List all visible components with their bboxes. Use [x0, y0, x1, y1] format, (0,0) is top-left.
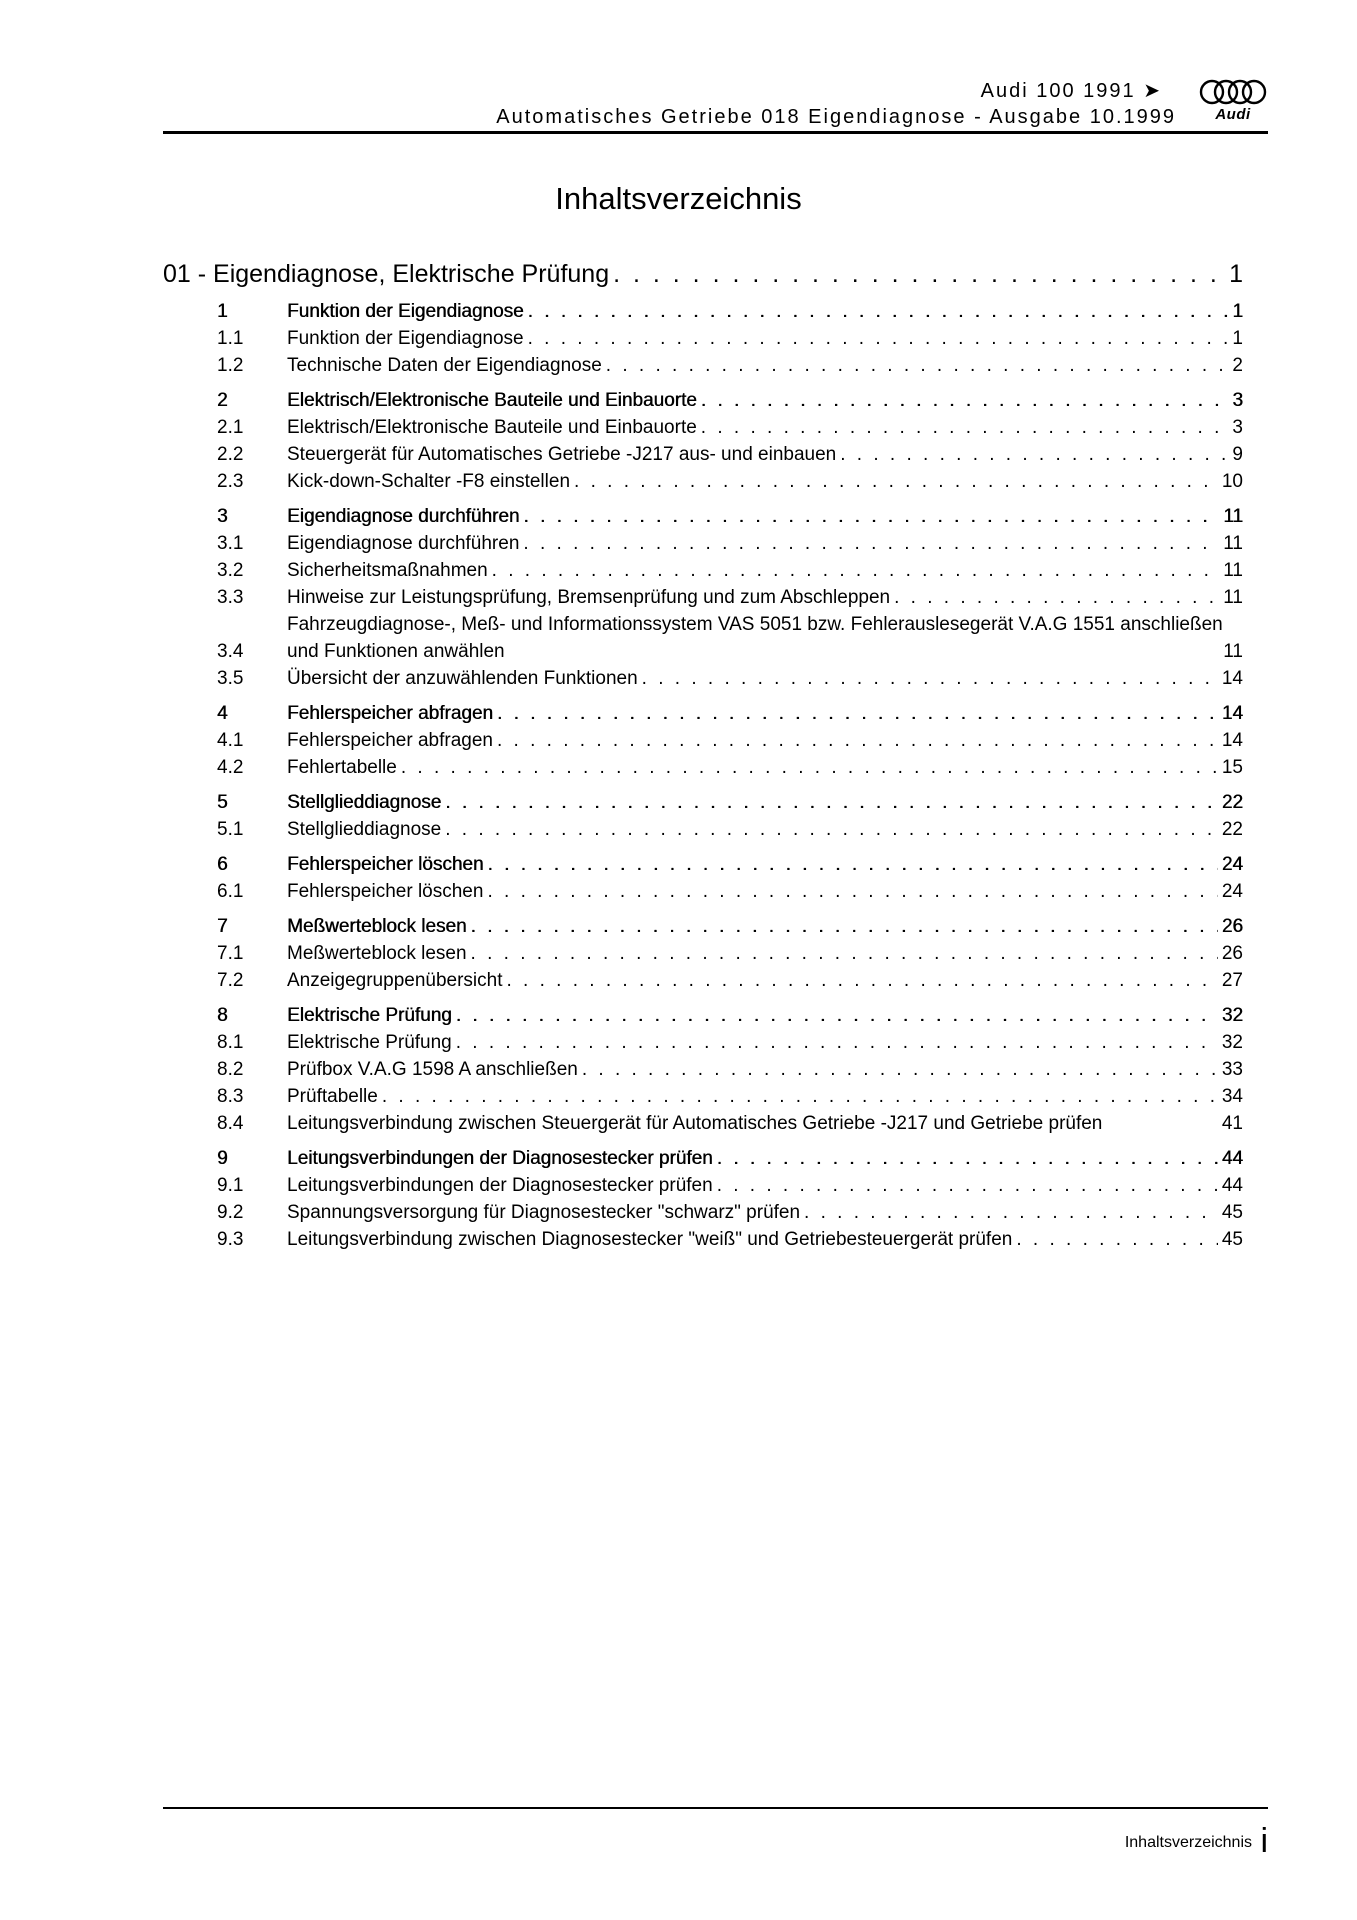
toc-leader [456, 1002, 1218, 1029]
toc-chapter[interactable] [163, 258, 1243, 290]
toc-leader [642, 665, 1218, 692]
toc-leader [487, 851, 1217, 878]
toc-entry-text: Leitungsverbindungen der Diagnosestecker prüfen [287, 1175, 713, 1196]
toc-entry-number: 8.4 [217, 1113, 244, 1134]
toc-leader [840, 441, 1228, 468]
toc-entry-text: Elektrische Prüfung [287, 1032, 452, 1053]
toc-leader [497, 727, 1218, 754]
toc-entry-number: 4 [217, 703, 228, 724]
toc-entry-text: Fehlerspeicher löschen [287, 854, 484, 875]
toc-leader [445, 816, 1218, 843]
toc-entry-number: 3.4 [217, 641, 244, 662]
toc-chapter-page: 1 [1229, 260, 1243, 288]
toc-entry-number: 2.1 [217, 417, 244, 438]
toc-entry-number: 8.2 [217, 1059, 244, 1080]
toc-leader [471, 940, 1218, 967]
toc-entry-page: 33 [1221, 1059, 1243, 1080]
header-rule [163, 131, 1268, 134]
toc-entry-text: Übersicht der anzuwählenden Funktionen [287, 668, 638, 689]
toc-entry[interactable] [163, 1002, 1243, 1029]
toc-entry[interactable] [163, 789, 1243, 816]
toc-leader [471, 913, 1218, 940]
toc-entry-page: 32 [1221, 1032, 1243, 1053]
toc-entry-text: Funktion der Eigendiagnose [287, 301, 524, 322]
toc-leader [582, 1056, 1218, 1083]
toc-entry-page: 44 [1221, 1175, 1243, 1196]
audi-logo [1198, 78, 1268, 130]
toc-entry-page: 1 [1232, 328, 1243, 349]
toc-entry-number: 6.1 [217, 881, 244, 902]
toc-entry-number: 3 [217, 506, 228, 527]
toc-leader [445, 789, 1218, 816]
toc-leader [528, 298, 1229, 325]
toc-entry-text: Eigendiagnose durchführen [287, 506, 520, 527]
toc-entry-number: 4.1 [217, 730, 244, 751]
toc-entry[interactable] [163, 665, 1243, 692]
toc-entry-number: 2 [217, 390, 228, 411]
toc-entry-text: Elektrische Prüfung [287, 1005, 452, 1026]
toc-entry-text: Meßwerteblock lesen [287, 943, 467, 964]
toc-leader [1016, 1226, 1218, 1253]
toc-entry-page: 34 [1221, 1086, 1243, 1107]
toc-leader [717, 1145, 1218, 1172]
toc-entry[interactable] [163, 1226, 1243, 1253]
toc-entry-page: 41 [1221, 1113, 1243, 1134]
toc-entry[interactable] [163, 878, 1243, 905]
toc-entry-text: Spannungsversorgung für Diagnosestecker "schwarz" prüfen [287, 1202, 801, 1223]
toc-entry[interactable] [163, 530, 1243, 557]
toc-leader [382, 1083, 1218, 1110]
toc-entry[interactable] [163, 298, 1243, 325]
toc-entry-page: 11 [1223, 641, 1243, 662]
footer-label: Inhaltsverzeichnis [1124, 1834, 1252, 1851]
toc-entry-number: 8.3 [217, 1086, 244, 1107]
toc-entry-text: Fahrzeugdiagnose-, Meß- und Informationssystem VAS 5051 bzw. Fehlerauslesegerät V.A.G 1551 anschließen und Funktionen anwählen [287, 614, 1223, 662]
toc-entry-number: 9 [217, 1148, 228, 1169]
toc-entry[interactable] [163, 913, 1243, 940]
toc-entry[interactable] [163, 584, 1243, 611]
toc-leader [456, 1029, 1218, 1056]
toc-entry[interactable] [163, 387, 1243, 414]
toc-leader [613, 258, 1225, 290]
toc-entry-number: 7.2 [217, 970, 244, 991]
toc-entry-number: 3.3 [217, 587, 244, 608]
toc-entry-page: 26 [1221, 916, 1243, 937]
toc-entry[interactable] [163, 503, 1243, 530]
toc-entry-page: 44 [1221, 1148, 1243, 1169]
toc-entry-number: 1 [217, 301, 228, 322]
toc-entry-text: Fehlerspeicher abfragen [287, 730, 493, 751]
toc-entry-page: 11 [1223, 533, 1243, 554]
toc-leader [701, 387, 1229, 414]
toc-entry-number: 7 [217, 916, 228, 937]
toc-entry-page: 9 [1232, 444, 1243, 465]
toc-leader [574, 468, 1218, 495]
toc-entry[interactable] [163, 1110, 1243, 1137]
toc-entry[interactable] [163, 441, 1243, 468]
toc-entry-number: 3.1 [217, 533, 244, 554]
toc-entry-text: Prüftabelle [287, 1086, 378, 1107]
toc-entry-text: Elektrisch/Elektronische Bauteile und Einbauorte [287, 417, 697, 438]
audi-rings-icon [1198, 78, 1268, 106]
toc-entry-text: Hinweise zur Leistungsprüfung, Bremsenprüfung und zum Abschleppen [287, 587, 891, 608]
toc-entry-number: 5.1 [217, 819, 244, 840]
toc-entry-number: 3.5 [217, 668, 244, 689]
toc-entry-text: Anzeigegruppenübersicht [287, 970, 503, 991]
toc-entry-number: 8 [217, 1005, 228, 1026]
toc-entry[interactable] [163, 940, 1243, 967]
toc-entry-text: Meßwerteblock lesen [287, 916, 467, 937]
toc-entry[interactable] [163, 468, 1243, 495]
toc-entry-text: Leitungsverbindung zwischen Diagnosestecker "weiß" und Getriebesteuergerät prüfen [287, 1229, 1013, 1250]
toc-entry-number: 1.2 [217, 355, 244, 376]
toc-entry[interactable] [163, 352, 1243, 379]
toc-entry[interactable] [163, 851, 1243, 878]
toc-entry-page: 10 [1221, 471, 1243, 492]
toc-entry-text: Fehlerspeicher löschen [287, 881, 484, 902]
toc-entry-number: 4.2 [217, 757, 244, 778]
toc-entry-text: Funktion der Eigendiagnose [287, 328, 524, 349]
toc-entry-page: 22 [1221, 792, 1243, 813]
page-footer [163, 1807, 1268, 1867]
toc-entry-page: 26 [1221, 943, 1243, 964]
toc-entry-page: 24 [1221, 881, 1243, 902]
toc-entries [163, 298, 1243, 1253]
toc-entry-number: 6 [217, 854, 228, 875]
toc-entry-number: 9.3 [217, 1229, 244, 1250]
toc-entry[interactable] [163, 557, 1243, 584]
toc-entry-page: 14 [1221, 703, 1243, 724]
toc-entry-page: 45 [1221, 1202, 1243, 1223]
toc-leader [606, 352, 1229, 379]
toc-entry-text: Sicherheitsmaßnahmen [287, 560, 488, 581]
toc-leader [487, 878, 1217, 905]
toc-entry[interactable] [163, 414, 1243, 441]
page-header [163, 78, 1268, 138]
footer-rule [163, 1807, 1268, 1809]
toc-entry-page: 14 [1221, 730, 1243, 751]
header-subtitle: Automatisches Getriebe 018 Eigendiagnose - Ausgabe 10.1999 [496, 106, 1176, 128]
toc-leader [401, 754, 1218, 781]
toc-entry-page: 32 [1221, 1005, 1243, 1026]
toc-leader [497, 700, 1218, 727]
toc-entry-number: 3.2 [217, 560, 244, 581]
toc-entry-number: 8.1 [217, 1032, 244, 1053]
toc-entry-page: 1 [1232, 301, 1243, 322]
toc-entry-page: 14 [1221, 668, 1243, 689]
toc-entry-number: 9.1 [217, 1175, 244, 1196]
toc-leader [523, 503, 1219, 530]
toc-entry-page: 3 [1232, 417, 1243, 438]
toc-entry-text: Elektrisch/Elektronische Bauteile und Einbauorte [287, 390, 697, 411]
header-model: Audi 100 1991 ➤ [980, 80, 1162, 102]
toc-leader [701, 414, 1229, 441]
toc-leader [804, 1199, 1218, 1226]
toc-entry-text: Prüfbox V.A.G 1598 A anschließen [287, 1059, 578, 1080]
toc-entry-page: 22 [1221, 819, 1243, 840]
toc-entry-page: 11 [1223, 560, 1243, 581]
toc-entry-page: 45 [1221, 1229, 1243, 1250]
toc-entry[interactable] [163, 816, 1243, 843]
toc-entry-text: Fehlertabelle [287, 757, 397, 778]
toc-entry[interactable] [163, 1199, 1243, 1226]
toc-leader [523, 530, 1219, 557]
toc-entry-number: 2.2 [217, 444, 244, 465]
audi-wordmark: Audi [1215, 106, 1251, 123]
toc-entry-page: 11 [1223, 506, 1243, 527]
footer-page-number: i [1260, 1822, 1268, 1860]
toc-entry[interactable] [163, 1056, 1243, 1083]
table-of-contents [163, 258, 1243, 1253]
toc-entry-number: 1.1 [217, 328, 244, 349]
toc-entry-text: Stellglieddiagnose [287, 819, 442, 840]
toc-entry-page: 3 [1232, 390, 1243, 411]
toc-chapter-text: 01 - Eigendiagnose, Elektrische Prüfung [163, 260, 610, 288]
toc-entry[interactable] [163, 325, 1243, 352]
toc-entry[interactable] [163, 1172, 1243, 1199]
toc-entry-text: Leitungsverbindung zwischen Steuergerät für Automatisches Getriebe -J217 und Getriebe prüfen [287, 1113, 1103, 1134]
toc-entry-page: 2 [1232, 355, 1243, 376]
toc-entry-text: Fehlerspeicher abfragen [287, 703, 493, 724]
toc-entry[interactable] [163, 1083, 1243, 1110]
toc-leader [492, 557, 1220, 584]
toc-entry-text: Leitungsverbindungen der Diagnosestecker prüfen [287, 1148, 713, 1169]
page-title: Inhaltsverzeichnis [555, 181, 802, 216]
toc-entry[interactable] [163, 1029, 1243, 1056]
toc-leader [717, 1172, 1218, 1199]
toc-entry-text: Stellglieddiagnose [287, 792, 442, 813]
toc-entry-text: Eigendiagnose durchführen [287, 533, 520, 554]
toc-entry[interactable] [163, 700, 1243, 727]
toc-leader [507, 967, 1218, 994]
toc-entry-number: 9.2 [217, 1202, 244, 1223]
toc-entry[interactable] [163, 727, 1243, 754]
toc-entry-page: 15 [1221, 757, 1243, 778]
toc-entry-text: Technische Daten der Eigendiagnose [287, 355, 602, 376]
toc-entry[interactable] [163, 967, 1243, 994]
toc-entry[interactable] [163, 1145, 1243, 1172]
toc-entry-number: 5 [217, 792, 228, 813]
toc-entry-page: 11 [1223, 587, 1243, 608]
toc-entry-text: Kick-down-Schalter -F8 einstellen [287, 471, 571, 492]
toc-leader [894, 584, 1219, 611]
toc-entry[interactable] [163, 754, 1243, 781]
toc-entry-page: 27 [1221, 970, 1243, 991]
toc-leader [528, 325, 1229, 352]
toc-entry-number: 2.3 [217, 471, 244, 492]
toc-entry-page: 24 [1221, 854, 1243, 875]
toc-entry[interactable] [163, 611, 1243, 665]
toc-entry-number: 7.1 [217, 943, 244, 964]
toc-entry-text: Steuergerät für Automatisches Getriebe -J217 aus- und einbauen [287, 444, 837, 465]
